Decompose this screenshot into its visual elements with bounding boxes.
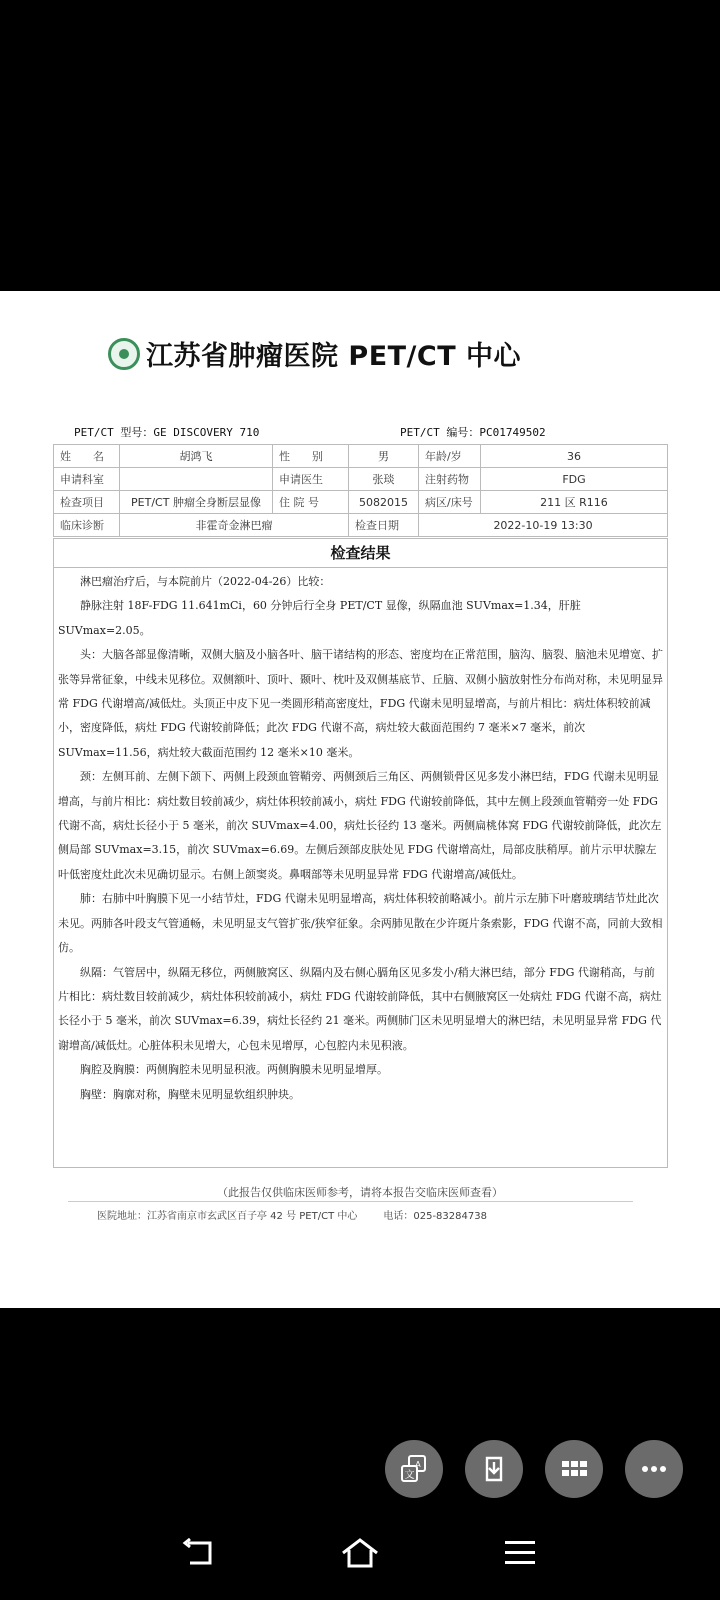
menu-icon (504, 1539, 536, 1567)
age-label: 年龄/岁 (419, 445, 481, 468)
hospital-logo-icon (108, 338, 140, 370)
result-paragraph: 肺：右肺中叶胸膜下见一小结节灶，FDG 代谢未见明显增高，病灶体积较前略减小。前片示左肺下叶磨玻璃结节灶此次未见。两肺各叶段支气管通畅，未见明显支气管扩张/狭窄征象。余两肺见散在少许斑片条索影，FDG 代谢不高，同前大致相仿。 (58, 892, 663, 955)
drug-label: 注射药物 (419, 468, 481, 491)
diagnosis-label: 临床诊断 (54, 514, 120, 537)
back-button[interactable] (170, 1530, 230, 1576)
ward-label: 病区/床号 (419, 491, 481, 514)
footer-divider (68, 1201, 633, 1202)
back-icon (182, 1538, 218, 1568)
menu-button[interactable] (490, 1530, 550, 1576)
footer-note: （此报告仅供临床医师参考，请将本报告交临床医师查看） (217, 1186, 503, 1199)
scanner-model: PET/CT 型号：GE DISCOVERY 710 (74, 426, 260, 439)
report-header (108, 334, 521, 373)
patient-name: 胡鸿飞 (120, 445, 273, 468)
exam-label: 检查项目 (54, 491, 120, 514)
request-dept (120, 468, 273, 491)
result-paragraph: 淋巴瘤治疗后，与本院前片（2022-04-26）比较： (80, 575, 331, 588)
download-icon (479, 1454, 509, 1484)
request-doctor: 张琰 (349, 468, 419, 491)
inpatient-number: 5082015 (349, 491, 419, 514)
result-paragraph: 静脉注射 18F-FDG 11.641mCi，60 分钟后行全身 PET/CT 显像，纵隔血池 SUVmax=1.34，肝脏 SUVmax=2.05。 (58, 599, 581, 637)
result-paragraph: 头：大脑各部显像清晰，双侧大脑及小脑各叶、脑干诸结构的形态、密度均在正常范围，脑沟、脑裂、脑池未见增宽、扩张等异常征象，中线未见移位。双侧额叶、顶叶、颞叶、枕叶及双侧基底节、丘脑、双侧小脑放射性分布尚对称，未见明显异常 FDG 代谢增高/减低灶。头顶正中皮下见一类圆形稍高密度灶，FDG 代谢未见明显增高，与前片相比：病灶体积较前减小，密度降低，病灶 FDG 代谢较前降低；此次 FDG 代谢不高，病灶较大截面范围约 7 毫米×7 毫米，前次 SUVmax=11.56，病灶较大截面范围约 12 毫米×10 毫米。 (58, 648, 663, 759)
footer-address-line (97, 1207, 487, 1222)
grid-button[interactable] (545, 1440, 603, 1498)
patient-age: 36 (481, 445, 668, 468)
more-icon (639, 1454, 669, 1484)
more-button[interactable] (625, 1440, 683, 1498)
hospital-phone: 电话：025-83284738 (383, 1211, 487, 1222)
translate-icon (399, 1454, 429, 1484)
scanner-number: PET/CT 编号：PC01749502 (400, 426, 546, 439)
hospital-title: 江苏省肿瘤医院 PET/CT 中心 (146, 341, 522, 372)
clinical-diagnosis: 非霍奇金淋巴瘤 (120, 514, 349, 537)
results-title: 检查结果 (54, 539, 667, 568)
result-paragraph: 纵隔：气管居中，纵隔无移位，两侧腋窝区、纵隔内及右侧心膈角区见多发小/稍大淋巴结，部分 FDG 代谢稍高，与前片相比：病灶数目较前减少，病灶体积较前减小，病灶 FDG 代谢较前降低，其中右侧腋窝区一处病灶 FDG 代谢不高，病灶长径小于 5 毫米，前次 SUVmax=6.39，病灶长径约 21 毫米。两侧肺门区未见明显增大的淋巴结，未见明显异常 FDG 代谢增高/减低灶。心脏体积未见增大，心包未见增厚，心包腔内未见积液。 (58, 965, 662, 1052)
report-document (0, 291, 720, 1308)
injected-drug: FDG (481, 468, 668, 491)
home-icon (340, 1536, 380, 1570)
patient-sex: 男 (349, 445, 419, 468)
inpatient-label: 住 院 号 (273, 491, 349, 514)
patient-info-table (53, 444, 668, 537)
exam-date: 2022-10-19 13:30 (419, 514, 668, 537)
exam-date-label: 检查日期 (349, 514, 419, 537)
hospital-address: 医院地址：江苏省南京市玄武区百子亭 42 号 PET/CT 中心 (97, 1211, 358, 1222)
sex-label: 性 别 (273, 445, 349, 468)
grid-icon (559, 1454, 589, 1484)
ward-bed: 211 区 R116 (481, 491, 668, 514)
home-button[interactable] (330, 1530, 390, 1576)
system-nav-bar (0, 1530, 720, 1580)
result-paragraph: 颈：左侧耳前、左侧下颌下、两侧上段颈血管鞘旁、两侧颈后三角区、两侧锁骨区见多发小淋巴结，FDG 代谢未见明显增高，与前片相比：病灶数目较前减少，病灶体积较前减小，病灶 FDG 代谢较前降低，其中左侧上段颈血管鞘旁一处 FDG 代谢不高，病灶长径小于 5 毫米，前次 SUVmax=4.00，病灶长径约 13 毫米。两侧扁桃体窝 FDG 代谢较前降低，此次左侧局部 SUVmax=3.15，前次 SUVmax=6.69。左侧后颈部皮肤处见 FDG 代谢增高灶，局部皮肤稍厚。前片示甲状腺左叶低密度灶此次未见确切显示。右侧上颌窦炎。鼻咽部等未见明显异常 FDG 代谢增高/减低灶。 (58, 770, 662, 881)
result-paragraph: 胸壁：胸廓对称，胸壁未见明显软组织肿块。 (80, 1087, 300, 1101)
translate-button[interactable] (385, 1440, 443, 1498)
svg-text:A: A (415, 1460, 421, 1469)
result-paragraph: 胸腔及胸膜：两侧胸腔未见明显积液。两侧胸膜未见明显增厚。 (80, 1063, 388, 1077)
name-label: 姓 名 (54, 445, 120, 468)
download-button[interactable] (465, 1440, 523, 1498)
exam-item: PET/CT 肿瘤全身断层显像 (120, 491, 273, 514)
doctor-label: 申请医生 (273, 468, 349, 491)
results-body (54, 568, 667, 1107)
svg-text:文: 文 (404, 1470, 415, 1481)
results-section (53, 538, 668, 1168)
dept-label: 申请科室 (54, 468, 120, 491)
